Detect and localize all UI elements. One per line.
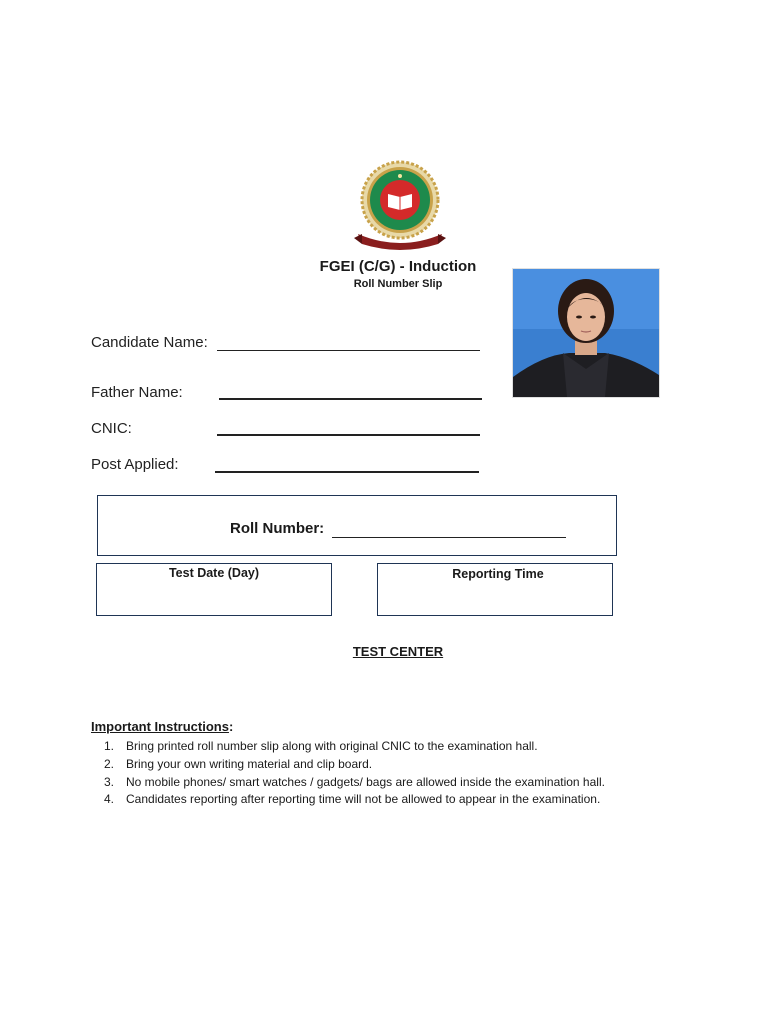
list-item-text: Bring printed roll number slip along with original CNIC to the examination hall. (126, 739, 538, 753)
instructions-heading (91, 719, 233, 734)
father-name-label: Father Name: (91, 384, 183, 401)
list-item (104, 738, 704, 756)
test-center-heading: TEST CENTER (352, 644, 444, 659)
list-item-text: No mobile phones/ smart watches / gadgets/ bags are allowed inside the examination hall. (126, 774, 605, 789)
candidate-name-label: Candidate Name: (91, 334, 208, 351)
instructions-heading-colon: : (228, 719, 234, 734)
father-name-field[interactable] (219, 398, 482, 400)
list-item-number: 2. (104, 756, 115, 771)
list-item-text: Bring your own writing material and clip board. (126, 756, 373, 771)
roll-number-box (97, 495, 617, 556)
test-date-label: Test Date (Day) (168, 566, 260, 580)
list-item-number: 4. (104, 792, 115, 807)
cnic-label: CNIC: (91, 420, 132, 437)
fgei-emblem-icon (350, 160, 450, 252)
roll-number-field[interactable] (332, 537, 566, 538)
candidate-name-field[interactable] (217, 350, 480, 351)
page-title: FGEI (C/G) - Induction (319, 258, 477, 275)
post-applied-field[interactable] (215, 471, 479, 473)
post-applied-label: Post Applied: (91, 456, 179, 473)
reporting-time-label: Reporting Time (452, 567, 544, 581)
instructions-list (104, 738, 704, 809)
page-subtitle: Roll Number Slip (353, 278, 443, 290)
list-item-number: 1. (104, 739, 115, 753)
list-item (104, 774, 704, 792)
candidate-photo (512, 268, 660, 398)
list-item (104, 791, 704, 809)
instructions-heading-text: Important Instructions (91, 719, 229, 734)
list-item-number: 3. (104, 774, 115, 789)
cnic-field[interactable] (217, 434, 480, 436)
list-item (104, 756, 704, 774)
roll-number-label: Roll Number: (230, 520, 325, 537)
list-item-text: Candidates reporting after reporting time will not be allowed to appear in the examination. (126, 792, 601, 807)
